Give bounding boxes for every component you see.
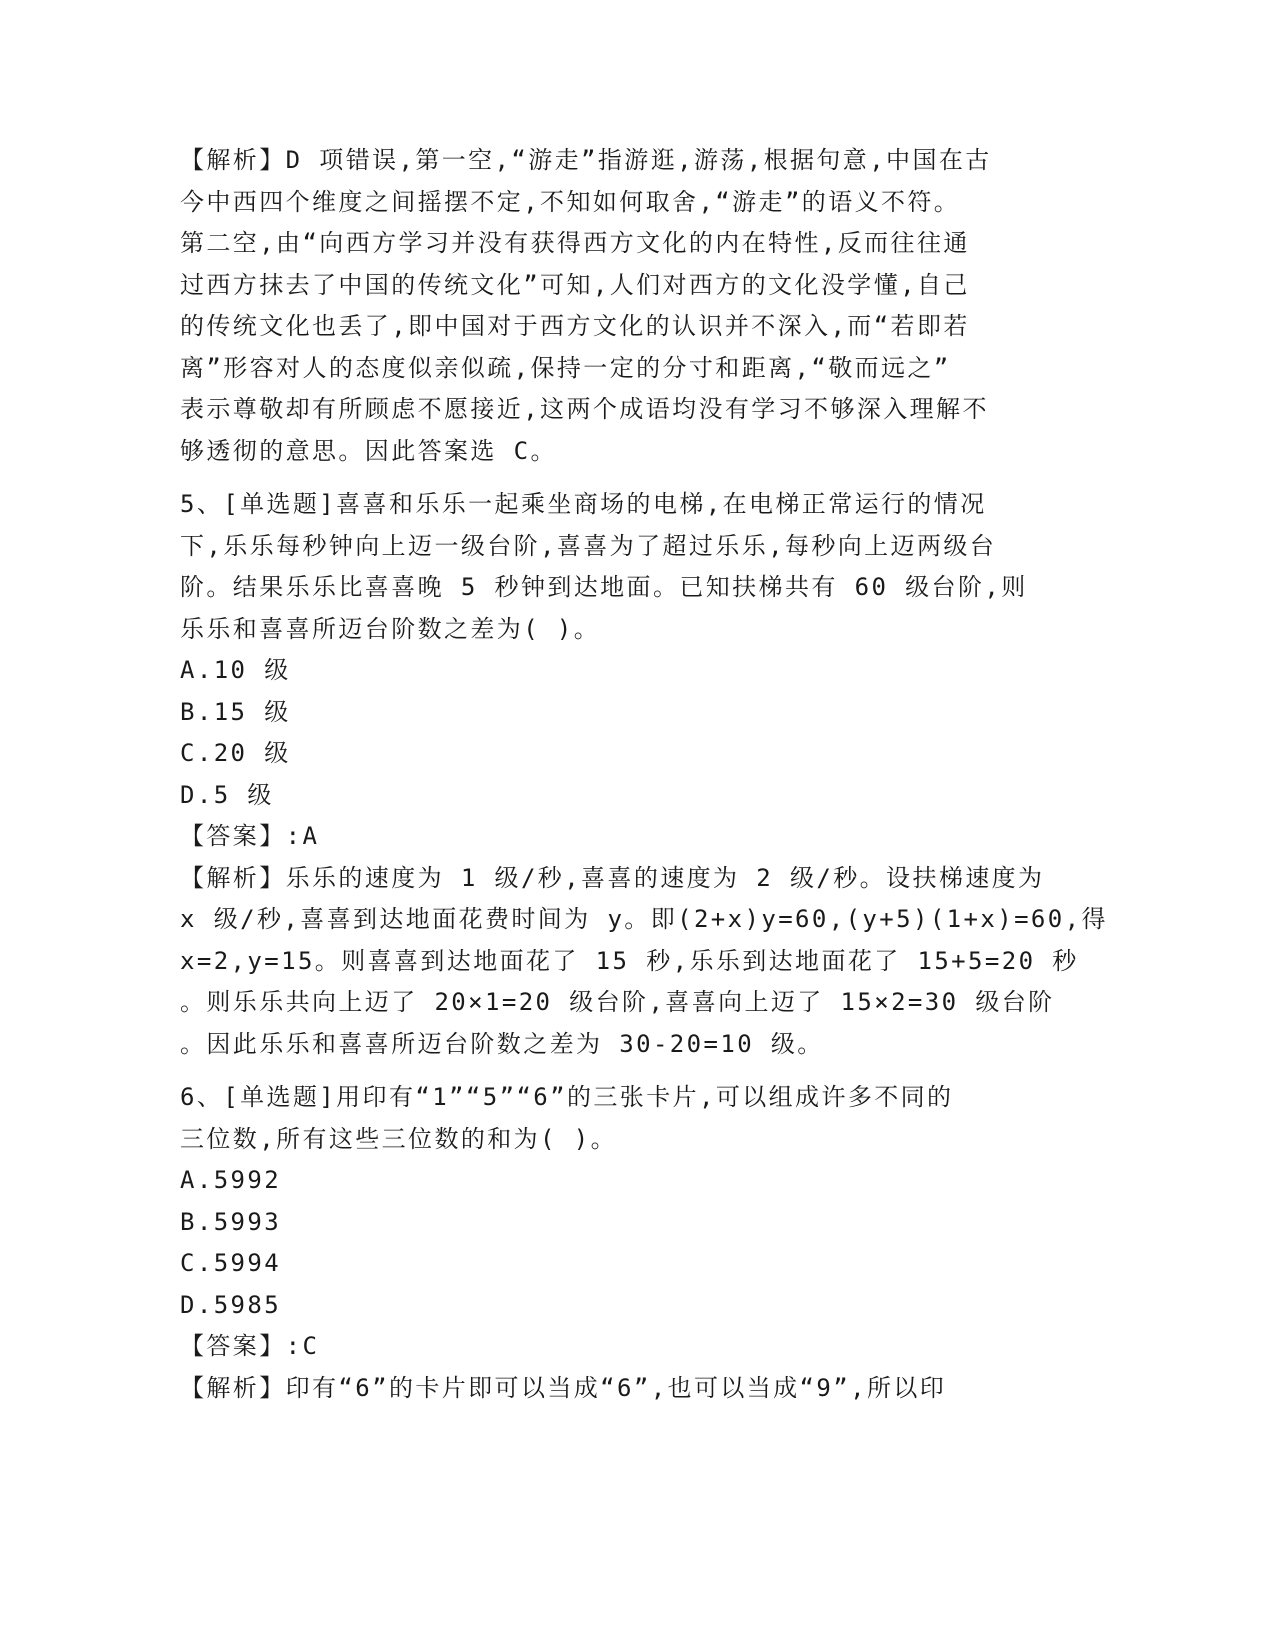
answer-line: 【答案】:A	[180, 822, 320, 850]
question-stem-line: 阶。结果乐乐比喜喜晚 5 秒钟到达地面。已知扶梯共有 60 级台阶,则	[180, 573, 1028, 601]
option-a: A.10 级	[180, 656, 291, 684]
analysis-line: 离”形容对人的态度似亲似疏,保持一定的分寸和距离,“敬而远之”	[180, 353, 951, 382]
option-d: D.5985	[180, 1290, 282, 1319]
question-stem-line: 6、[单选题]用印有“1”“5”“6”的三张卡片,可以组成许多不同的	[180, 1083, 954, 1111]
question-6	[180, 1077, 1040, 1409]
analysis-line: 第二空,由“向西方学习并没有获得西方文化的内在特性,反而往往通	[180, 229, 970, 257]
analysis-line: 【解析】D 项错误,第一空,“游走”指游逛,游荡,根据句意,中国在古	[180, 146, 992, 174]
analysis-line: 。因此乐乐和喜喜所迈台阶数之差为 30-20=10 级。	[180, 1029, 824, 1058]
analysis-line: 。则乐乐共向上迈了 20×1=20 级台阶,喜喜向上迈了 15×2=30 级台阶	[180, 988, 1055, 1016]
document-page	[180, 140, 1108, 1409]
analysis-line: 够透彻的意思。因此答案选 C。	[180, 436, 557, 465]
analysis-line: 表示尊敬却有所顾虑不愿接近,这两个成语均没有学习不够深入理解不	[180, 395, 989, 423]
option-b: B.5993	[180, 1207, 282, 1236]
question-stem-line: 5、[单选题]喜喜和乐乐一起乘坐商场的电梯,在电梯正常运行的情况	[180, 490, 987, 518]
option-c: C.5994	[180, 1249, 282, 1277]
option-c: C.20 级	[180, 739, 291, 767]
option-b: B.15 级	[180, 697, 291, 726]
analysis-line: 过西方抹去了中国的传统文化”可知,人们对西方的文化没学懂,自己	[180, 270, 970, 299]
q4-analysis	[180, 140, 1040, 472]
question-stem-line: 乐乐和喜喜所迈台阶数之差为( )。	[180, 614, 601, 643]
question-stem-line: 下,乐乐每秒钟向上迈一级台阶,喜喜为了超过乐乐,每秒向上迈两级台	[180, 531, 997, 560]
option-a: A.5992	[180, 1166, 282, 1194]
analysis-line: 【解析】乐乐的速度为 1 级/秒,喜喜的速度为 2 级/秒。设扶梯速度为	[180, 863, 1045, 892]
spacer	[180, 472, 1040, 484]
spacer	[180, 1065, 1040, 1077]
analysis-line: 今中西四个维度之间摇摆不定,不知如何取舍,“游走”的语义不符。	[180, 187, 961, 216]
analysis-line: x=2,y=15。则喜喜到达地面花了 15 秒,乐乐到达地面花了 15+5=20 秒	[180, 946, 1079, 975]
analysis-line: 的传统文化也丢了,即中国对于西方文化的认识并不深入,而“若即若	[180, 312, 970, 340]
analysis-line: 【解析】印有“6”的卡片即可以当成“6”,也可以当成“9”,所以印	[180, 1373, 947, 1402]
question-5	[180, 484, 1108, 1065]
analysis-line: x 级/秒,喜喜到达地面花费时间为 y。即(2+x)y=60,(y+5)(1+x)=60,得	[180, 905, 1108, 933]
answer-line: 【答案】:C	[180, 1332, 320, 1360]
option-d: D.5 级	[180, 780, 274, 809]
question-stem-line: 三位数,所有这些三位数的和为( )。	[180, 1124, 617, 1153]
